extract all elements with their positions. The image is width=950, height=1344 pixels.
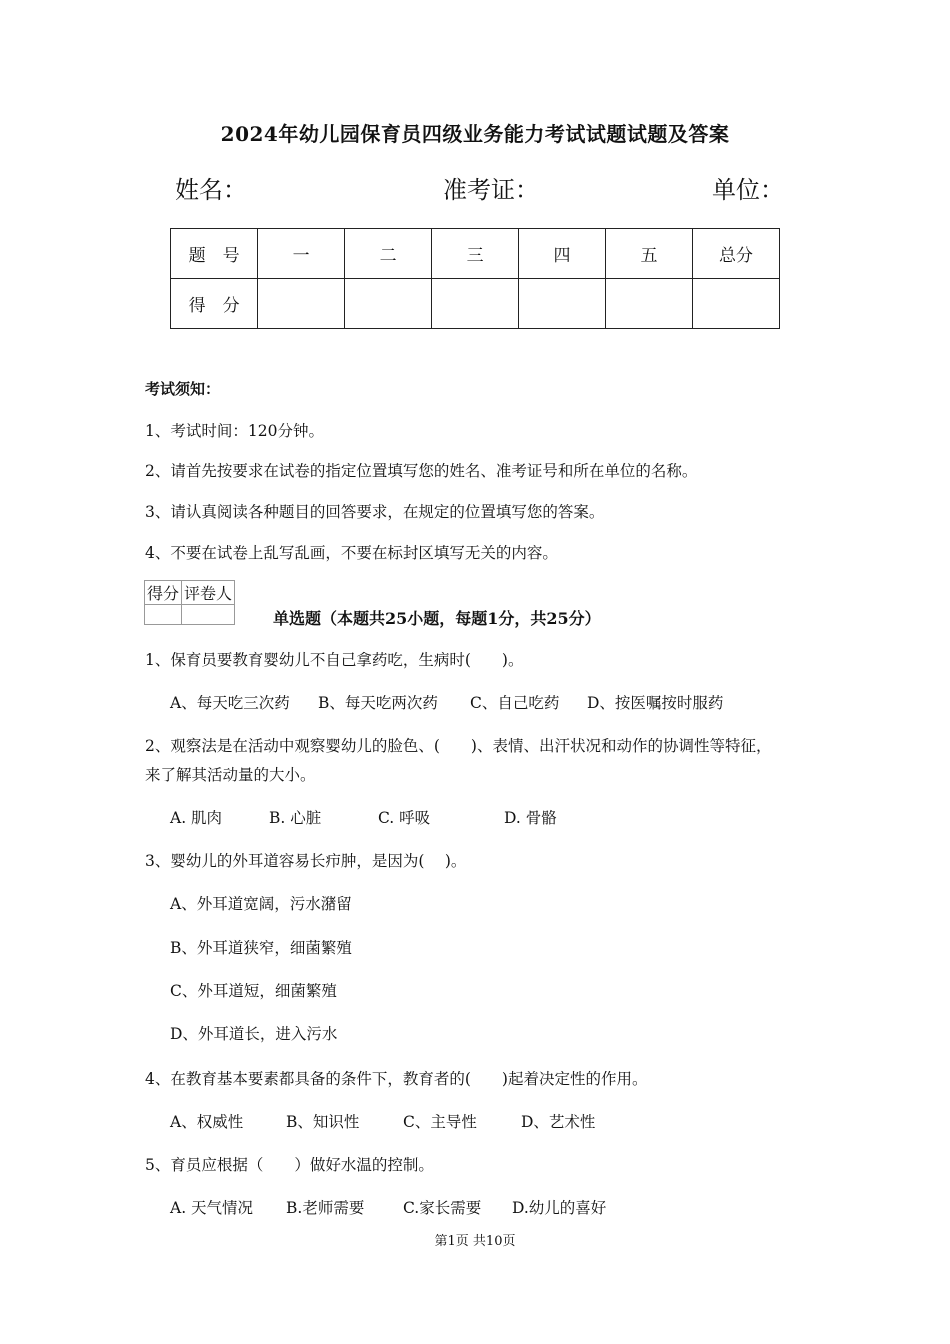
question-option: C、自己吃药: [470, 694, 560, 712]
question-stem-continued: 来了解其活动量的大小。: [145, 766, 316, 784]
score-table-header-row: [171, 229, 780, 279]
notice-item: 4、不要在试卷上乱写乱画，不要在标封区填写无关的内容。: [145, 544, 558, 562]
question-option: D、艺术性: [521, 1113, 596, 1131]
grader-score-label: 得分: [145, 581, 182, 605]
document-title: 2024年幼儿园保育员四级业务能力考试试题试题及答案: [220, 122, 730, 146]
question-option: A、外耳道宽阔，污水潴留: [170, 895, 352, 913]
question-option: C. 呼吸: [378, 809, 431, 827]
score-cell: [258, 279, 345, 329]
question-option: A、权威性: [170, 1113, 244, 1131]
score-cell: [432, 279, 519, 329]
question-option: D.幼儿的喜好: [512, 1199, 607, 1217]
question-option: A. 肌肉: [170, 809, 223, 827]
section-title: 单选题（本题共25小题，每题1分，共25分）: [273, 609, 601, 628]
notice-item: 1、考试时间：120分钟。: [145, 422, 324, 440]
question-option: C.家长需要: [403, 1199, 482, 1217]
notice-heading: 考试须知：: [145, 380, 221, 398]
score-cell: 得 分: [171, 279, 258, 329]
score-table-value-row: [171, 279, 780, 329]
question-option: B、每天吃两次药: [318, 694, 438, 712]
page-footer: 第1页 共10页: [434, 1234, 516, 1249]
question-stem: 5、育员应根据（ ）做好水温的控制。: [145, 1156, 434, 1174]
question-option: A. 天气情况: [170, 1199, 254, 1217]
question-option: C、外耳道短，细菌繁殖: [170, 982, 337, 1000]
notice-item: 2、请首先按要求在试卷的指定位置填写您的姓名、准考证号和所在单位的名称。: [145, 462, 698, 480]
question-stem: 4、在教育基本要素都具备的条件下，教育者的( )起着决定性的作用。: [145, 1070, 648, 1088]
score-cell: [345, 279, 432, 329]
score-cell: 二: [345, 229, 432, 279]
grader-name-cell: [182, 605, 235, 625]
grader-box: [144, 580, 235, 625]
question-stem: 1、保育员要教育婴幼儿不自己拿药吃，生病时( )。: [145, 651, 524, 669]
score-cell: [519, 279, 606, 329]
grader-score-cell: [145, 605, 182, 625]
question-option: B. 心脏: [269, 809, 322, 827]
question-stem: 3、婴幼儿的外耳道容易长疖肿，是因为( )。: [145, 852, 467, 870]
score-cell: [606, 279, 693, 329]
exam-id-field-label: 准考证：: [443, 176, 539, 204]
question-option: B.老师需要: [286, 1199, 365, 1217]
question-option: D. 骨骼: [504, 809, 557, 827]
question-stem: 2、观察法是在活动中观察婴幼儿的脸色、( )、表情、出汗状况和动作的协调性等特征，: [145, 737, 772, 755]
question-option: D、按医嘱按时服药: [587, 694, 724, 712]
question-option: D、外耳道长，进入污水: [170, 1025, 338, 1043]
question-option: A、每天吃三次药: [170, 694, 290, 712]
score-cell: 五: [606, 229, 693, 279]
score-cell: 总分: [692, 229, 779, 279]
question-option: C、主导性: [403, 1113, 477, 1131]
question-option: B、知识性: [286, 1113, 360, 1131]
score-cell: 三: [432, 229, 519, 279]
question-option: B、外耳道狭窄，细菌繁殖: [170, 939, 352, 957]
name-field-label: 姓名：: [175, 176, 247, 204]
score-cell: 题 号: [171, 229, 258, 279]
notice-item: 3、请认真阅读各种题目的回答要求，在规定的位置填写您的答案。: [145, 503, 605, 521]
grader-name-label: 评卷人: [182, 581, 235, 605]
score-cell: 一: [258, 229, 345, 279]
score-cell: [692, 279, 779, 329]
score-table: [170, 228, 780, 329]
unit-field-label: 单位：: [712, 176, 784, 204]
score-cell: 四: [519, 229, 606, 279]
